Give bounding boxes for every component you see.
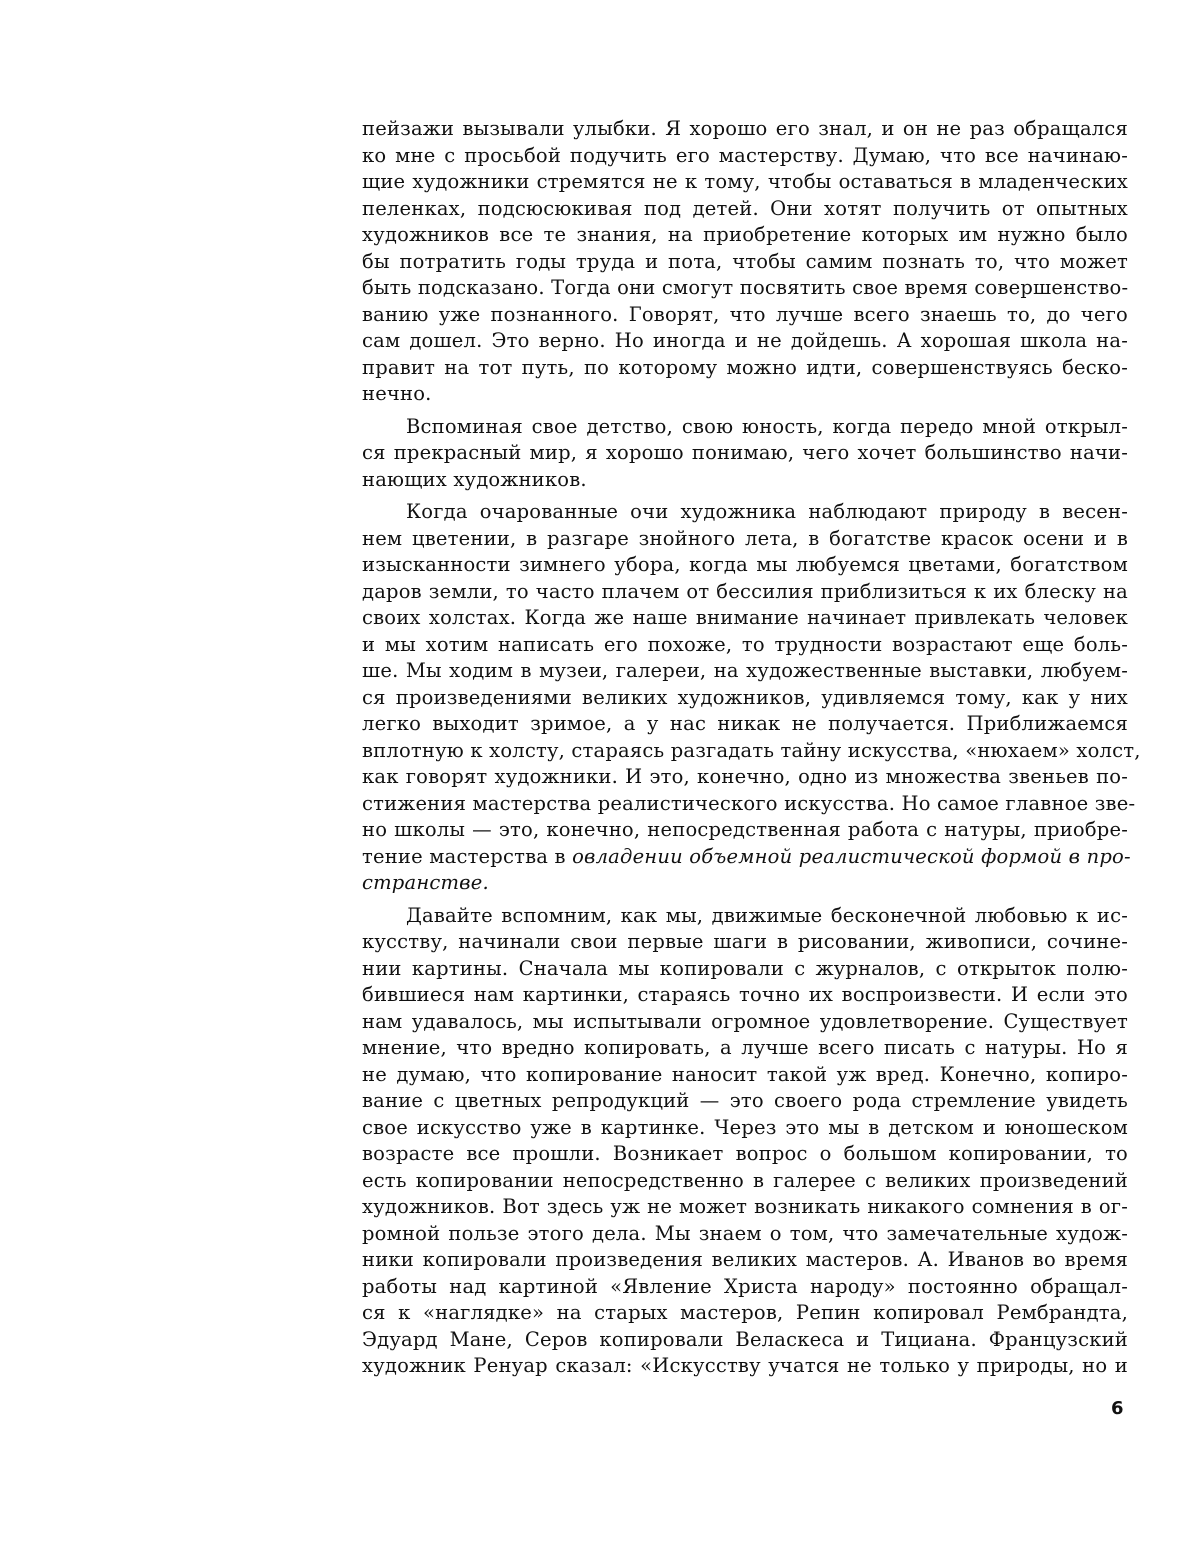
text-line: ся прекрасный мир, я хорошо понимаю, чего хочет большинство начи-: [362, 440, 1128, 467]
page-number: 6: [1111, 1398, 1124, 1419]
text-line: но школы — это, конечно, непосредственная работа с натуры, приобре-: [362, 817, 1128, 844]
text-line: бы потратить годы труда и пота, чтобы самим познать то, что может: [362, 249, 1128, 276]
text-line: свое искусство уже в картинке. Через это мы в детском и юношеском: [362, 1115, 1128, 1142]
text-line: ся к «наглядке» на старых мастеров, Репин копировал Рембрандта,: [362, 1300, 1128, 1327]
text-line: нем цветении, в разгаре знойного лета, в богатстве красок осени и в: [362, 526, 1128, 553]
book-page: [0, 0, 1200, 1543]
text-line: изысканности зимнего убора, когда мы любуемся цветами, богатством: [362, 552, 1128, 579]
text-line: Давайте вспомним, как мы, движимые бесконечной любовью к ис-: [362, 903, 1128, 930]
text-line: пеленках, подсюсюкивая под детей. Они хотят получить от опытных: [362, 196, 1128, 223]
text-line: ромной пользе этого дела. Мы знаем о том, что замечательные худож-: [362, 1221, 1128, 1248]
text-line: нии картины. Сначала мы копировали с журналов, с открыток полю-: [362, 956, 1128, 983]
text-line: вание с цветных репродукций — это своего рода стремление увидеть: [362, 1088, 1128, 1115]
text-line-mixed: [362, 844, 1128, 871]
text-line: есть копировании непосредственно в галерее с великих произведений: [362, 1168, 1128, 1195]
text-line: кусству, начинали свои первые шаги в рисовании, живописи, сочине-: [362, 929, 1128, 956]
text-line: правит на тот путь, по которому можно идти, совершенствуясь беско-: [362, 355, 1128, 382]
text-line: Эдуард Мане, Серов копировали Веласкеса и Тициана. Французский: [362, 1327, 1128, 1354]
text-line: нам удавалось, мы испытывали огромное удовлетворение. Существует: [362, 1009, 1128, 1036]
body-text: [362, 116, 1128, 1380]
paragraph-1: [362, 116, 1128, 408]
text-run: тение мастерства в: [362, 845, 572, 868]
text-line: сам дошел. Это верно. Но иногда и не дойдешь. А хорошая школа на-: [362, 328, 1128, 355]
text-line: вплотную к холсту, стараясь разгадать тайну искусства, «нюхаем» холст,: [362, 738, 1128, 765]
text-line: Когда очарованные очи художника наблюдают природу в весен-: [362, 499, 1128, 526]
text-line: художников. Вот здесь уж не может возникать никакого сомнения в ог-: [362, 1194, 1128, 1221]
italic-emphasis: овладении объемной реалистической формой в про-: [572, 845, 1131, 868]
text-line: нающих художников.: [362, 467, 1128, 494]
text-line: ко мне с просьбой подучить его мастерству. Думаю, что все начинаю-: [362, 143, 1128, 170]
text-line: как говорят художники. И это, конечно, одно из множества звеньев по-: [362, 764, 1128, 791]
text-line: своих холстах. Когда же наше внимание начинает привлекать человек: [362, 605, 1128, 632]
text-line: бившиеся нам картинки, стараясь точно их воспроизвести. И если это: [362, 982, 1128, 1009]
text-line: мнение, что вредно копировать, а лучше всего писать с натуры. Но я: [362, 1035, 1128, 1062]
text-line: легко выходит зримое, а у нас никак не получается. Приближаемся: [362, 711, 1128, 738]
text-line: быть подсказано. Тогда они смогут посвятить свое время совершенство-: [362, 275, 1128, 302]
italic-emphasis-end: странстве.: [362, 870, 1128, 897]
paragraph-2: [362, 414, 1128, 494]
text-line: Вспоминая свое детство, свою юность, когда передо мной открыл-: [362, 414, 1128, 441]
text-line: ники копировали произведения великих мастеров. А. Иванов во время: [362, 1247, 1128, 1274]
text-line: нечно.: [362, 381, 1128, 408]
text-line: художников все те знания, на приобретение которых им нужно было: [362, 222, 1128, 249]
paragraph-3: [362, 499, 1128, 897]
text-line: даров земли, то часто плачем от бессилия приблизиться к их блеску на: [362, 579, 1128, 606]
text-line: не думаю, что копирование наносит такой уж вред. Конечно, копиро-: [362, 1062, 1128, 1089]
text-line: работы над картиной «Явление Христа народу» постоянно обращал-: [362, 1274, 1128, 1301]
text-line: и мы хотим написать его похоже, то трудности возрастают еще боль-: [362, 632, 1128, 659]
paragraph-4: [362, 903, 1128, 1380]
text-line: щие художники стремятся не к тому, чтобы оставаться в младенческих: [362, 169, 1128, 196]
text-line: пейзажи вызывали улыбки. Я хорошо его знал, и он не раз обращался: [362, 116, 1128, 143]
text-line: ше. Мы ходим в музеи, галереи, на художественные выставки, любуем-: [362, 658, 1128, 685]
text-line: художник Ренуар сказал: «Искусству учатся не только у природы, но и: [362, 1353, 1128, 1380]
text-line: ванию уже познанного. Говорят, что лучше всего знаешь то, до чего: [362, 302, 1128, 329]
text-line: возрасте все прошли. Возникает вопрос о большом копировании, то: [362, 1141, 1128, 1168]
text-line: ся произведениями великих художников, удивляемся тому, как у них: [362, 685, 1128, 712]
text-line: стижения мастерства реалистического искусства. Но самое главное зве-: [362, 791, 1128, 818]
